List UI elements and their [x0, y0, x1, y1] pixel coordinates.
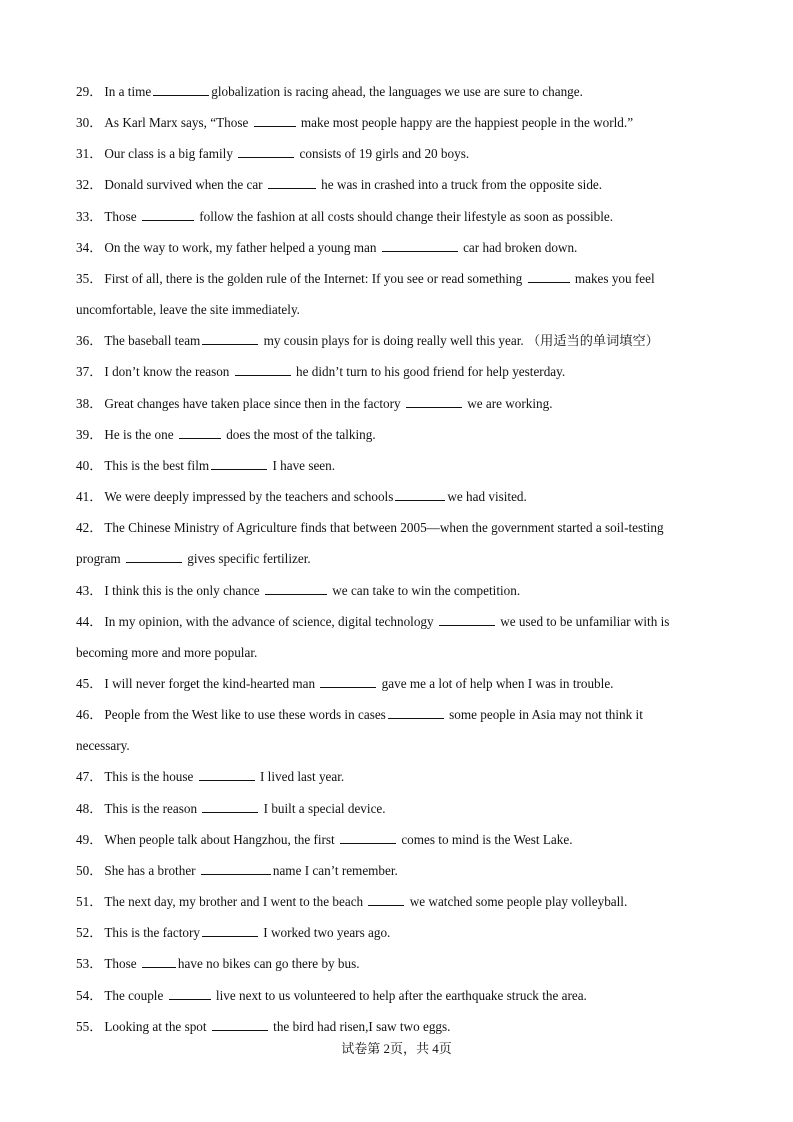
answer-blank[interactable]: [406, 395, 462, 408]
answer-blank[interactable]: [153, 83, 209, 96]
question-item: [76, 232, 716, 263]
question-item: [76, 201, 716, 232]
question-text: he was in crashed into a truck from the opposite side.: [317, 177, 603, 193]
question-text: follow the fashion at all costs should change their lifestyle as soon as possible.: [195, 208, 614, 224]
question-number: 39．: [76, 426, 103, 442]
question-text: Looking at the spot: [104, 1018, 210, 1034]
question-number: 40．: [76, 457, 103, 473]
question-text: program: [76, 551, 124, 567]
question-text: This is the house: [104, 769, 197, 785]
answer-blank[interactable]: [235, 363, 291, 376]
answer-blank[interactable]: [202, 332, 258, 345]
question-continuation: [76, 543, 716, 574]
question-number: 45．: [76, 675, 103, 691]
question-text: We were deeply impressed by the teachers and schools: [104, 489, 394, 505]
question-item: [76, 169, 716, 200]
question-number: 29．: [76, 84, 103, 99]
question-text: we watched some people play volleyball.: [406, 894, 628, 910]
question-text: On the way to work, my father helped a young man: [104, 239, 380, 255]
question-text: Our class is a big family: [104, 146, 237, 162]
question-number: 46．: [76, 707, 103, 723]
answer-blank[interactable]: [212, 1018, 268, 1031]
answer-blank[interactable]: [528, 270, 570, 283]
answer-blank[interactable]: [439, 613, 495, 626]
question-number: 34．: [76, 239, 103, 255]
question-number: 31．: [76, 146, 103, 162]
answer-blank[interactable]: [179, 426, 221, 439]
question-item: [76, 356, 716, 387]
question-text: Donald survived when the car: [104, 177, 266, 193]
question-text: In a time: [104, 84, 152, 99]
question-item: [76, 761, 716, 792]
question-number: 30．: [76, 115, 103, 131]
question-text: some people in Asia may not think it: [445, 707, 643, 723]
question-text: I worked two years ago.: [259, 925, 391, 941]
question-text: In my opinion, with the advance of science, digital technology: [104, 613, 437, 629]
question-item: [76, 980, 716, 1011]
question-text: First of all, there is the golden rule of the Internet: If you see or read something: [104, 270, 526, 286]
question-text: The next day, my brother and I went to the beach: [104, 894, 367, 910]
question-item: [76, 107, 716, 138]
question-continuation: becoming more and more popular.: [76, 644, 258, 660]
answer-blank[interactable]: [199, 768, 255, 781]
question-text: makes you feel: [571, 270, 655, 286]
question-item: [76, 793, 716, 824]
question-text: the bird had risen,I saw two eggs.: [269, 1018, 451, 1034]
answer-blank[interactable]: [395, 488, 445, 501]
question-text: I think this is the only chance: [104, 582, 263, 598]
question-item: [76, 138, 716, 169]
question-text: This is the reason: [104, 800, 201, 816]
question-text: globalization is racing ahead, the languages we use are sure to change.: [211, 84, 583, 99]
question-item: [76, 450, 716, 481]
question-text: The baseball team: [104, 333, 201, 349]
question-item: [76, 512, 716, 543]
question-text: I have seen.: [269, 457, 336, 473]
question-number: 51．: [76, 894, 103, 910]
question-number: 41．: [76, 489, 103, 505]
question-text: I will never forget the kind-hearted man: [104, 675, 319, 691]
question-item: [76, 388, 716, 419]
answer-blank[interactable]: [126, 550, 182, 563]
question-text: my cousin plays for is doing really well this year. （用适当的单词填空）: [260, 333, 659, 349]
question-number: 49．: [76, 831, 103, 847]
question-number: 50．: [76, 862, 103, 878]
question-text: Those: [104, 956, 140, 972]
question-text: comes to mind is the West Lake.: [398, 831, 573, 847]
question-number: 47．: [76, 769, 103, 785]
question-text: live next to us volunteered to help after the earthquake struck the area.: [212, 987, 587, 1003]
question-item: [76, 699, 716, 730]
question-number: 35．: [76, 270, 103, 286]
answer-blank[interactable]: [142, 955, 176, 968]
question-text: The Chinese Ministry of Agriculture finds that between 2005—when the government started a soil-testing: [104, 520, 664, 536]
question-item: [76, 668, 716, 699]
question-text: car had broken down.: [459, 239, 578, 255]
question-text: Those: [104, 208, 140, 224]
question-item: [76, 419, 716, 450]
question-text: He is the one: [104, 426, 177, 442]
question-text: She has a brother: [104, 862, 199, 878]
question-number: 36．: [76, 333, 103, 349]
question-text: we used to be unfamiliar with is: [496, 613, 670, 629]
question-item: [76, 325, 716, 356]
answer-blank[interactable]: [202, 800, 258, 813]
question-text: gives specific fertilizer.: [183, 551, 311, 567]
question-text: have no bikes can go there by bus.: [177, 956, 360, 972]
question-continuation: uncomfortable, leave the site immediately.: [76, 302, 300, 318]
answer-blank[interactable]: [202, 924, 258, 937]
question-number: 52．: [76, 925, 103, 941]
question-text: make most people happy are the happiest people in the world.”: [297, 115, 634, 131]
question-item: [76, 606, 716, 637]
question-number: 43．: [76, 582, 103, 598]
question-number: 48．: [76, 800, 103, 816]
answer-blank[interactable]: [201, 862, 271, 875]
question-number: 55．: [76, 1018, 103, 1034]
question-text: The couple: [104, 987, 167, 1003]
question-item: [76, 575, 716, 606]
page-footer: 试卷第 2页，共 4页: [341, 1041, 452, 1056]
question-item: [76, 481, 716, 512]
question-number: 54．: [76, 987, 103, 1003]
question-item: [76, 948, 716, 979]
question-text: he didn’t turn to his good friend for help yesterday.: [292, 364, 566, 380]
question-number: 53．: [76, 956, 103, 972]
question-text: I lived last year.: [256, 769, 345, 785]
answer-blank[interactable]: [254, 114, 296, 127]
question-list: [76, 76, 716, 1042]
question-text: name I can’t remember.: [272, 862, 398, 878]
question-text: we can take to win the competition.: [328, 582, 521, 598]
question-text: This is the best film: [104, 457, 210, 473]
question-item: [76, 263, 716, 294]
question-text: we are working.: [463, 395, 553, 411]
question-number: 42．: [76, 520, 103, 536]
question-number: 38．: [76, 395, 103, 411]
question-number: 44．: [76, 613, 103, 629]
question-text: does the most of the talking.: [222, 426, 376, 442]
answer-blank[interactable]: [169, 987, 211, 1000]
answer-blank[interactable]: [382, 239, 458, 252]
question-item: [76, 855, 716, 886]
question-continuation: necessary.: [76, 738, 130, 754]
question-text: I don’t know the reason: [104, 364, 233, 380]
question-text: I built a special device.: [260, 800, 386, 816]
answer-blank[interactable]: [388, 706, 444, 719]
answer-blank[interactable]: [368, 893, 404, 906]
question-text: As Karl Marx says, “Those: [104, 115, 252, 131]
answer-blank[interactable]: [268, 176, 316, 189]
answer-blank[interactable]: [340, 831, 396, 844]
question-number: 37．: [76, 364, 103, 380]
answer-blank[interactable]: [320, 675, 376, 688]
question-text: People from the West like to use these words in cases: [104, 707, 386, 723]
question-text: This is the factory: [104, 925, 200, 941]
question-item: [76, 917, 716, 948]
question-text: When people talk about Hangzhou, the first: [104, 831, 339, 847]
question-number: 32．: [76, 177, 103, 193]
question-text: Great changes have taken place since then in the factory: [104, 395, 404, 411]
question-text: we had visited.: [447, 489, 527, 505]
question-text: consists of 19 girls and 20 boys.: [296, 146, 470, 162]
answer-blank[interactable]: [265, 582, 327, 595]
question-text: gave me a lot of help when I was in trouble.: [378, 675, 614, 691]
answer-blank[interactable]: [238, 145, 294, 158]
question-item: [76, 76, 716, 107]
answer-blank[interactable]: [142, 208, 194, 221]
answer-blank[interactable]: [211, 457, 267, 470]
question-number: 33．: [76, 208, 103, 224]
question-item: [76, 824, 716, 855]
question-item: [76, 886, 716, 917]
